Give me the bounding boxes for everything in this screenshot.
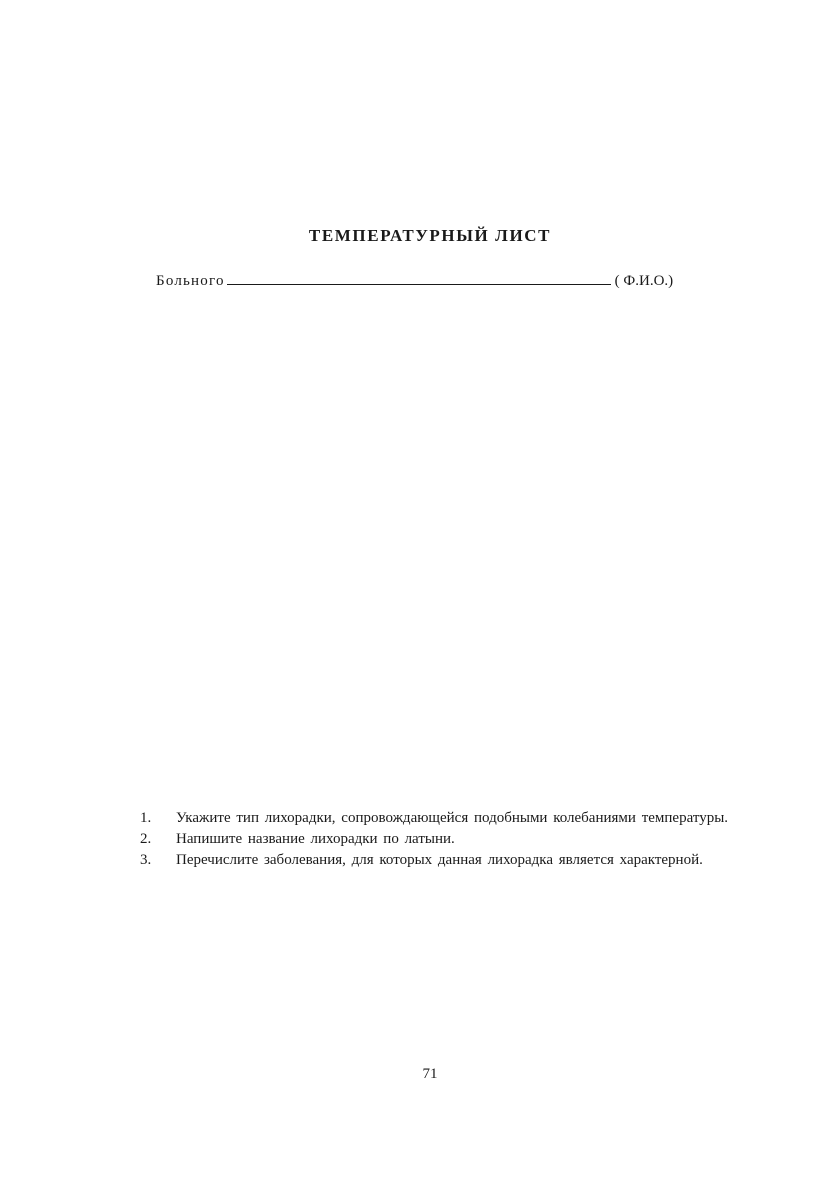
question-text: Перечислите заболевания, для которых данная лихорадка является характерной. <box>176 852 703 868</box>
question-item <box>140 808 730 829</box>
question-number: 1. <box>140 810 152 826</box>
document-title: ТЕМПЕРАТУРНЫЙ ЛИСТ <box>308 226 552 245</box>
page-number: 71 <box>422 1066 438 1082</box>
temperature-chart-area <box>140 300 720 790</box>
question-text: Укажите тип лихорадки, сопровождающейся подобными колебаниями температуры. <box>176 810 729 826</box>
question-number: 3. <box>140 852 152 868</box>
patient-name-line <box>156 270 716 290</box>
question-list <box>140 808 730 871</box>
patient-label: Больного <box>156 273 225 289</box>
question-item <box>140 829 730 850</box>
patient-name-blank[interactable] <box>227 270 611 285</box>
patient-name-hint: ( Ф.И.О.) <box>614 273 674 289</box>
question-number: 2. <box>140 831 152 847</box>
question-text: Напишите название лихорадки по латыни. <box>176 831 455 847</box>
question-item <box>140 850 730 871</box>
